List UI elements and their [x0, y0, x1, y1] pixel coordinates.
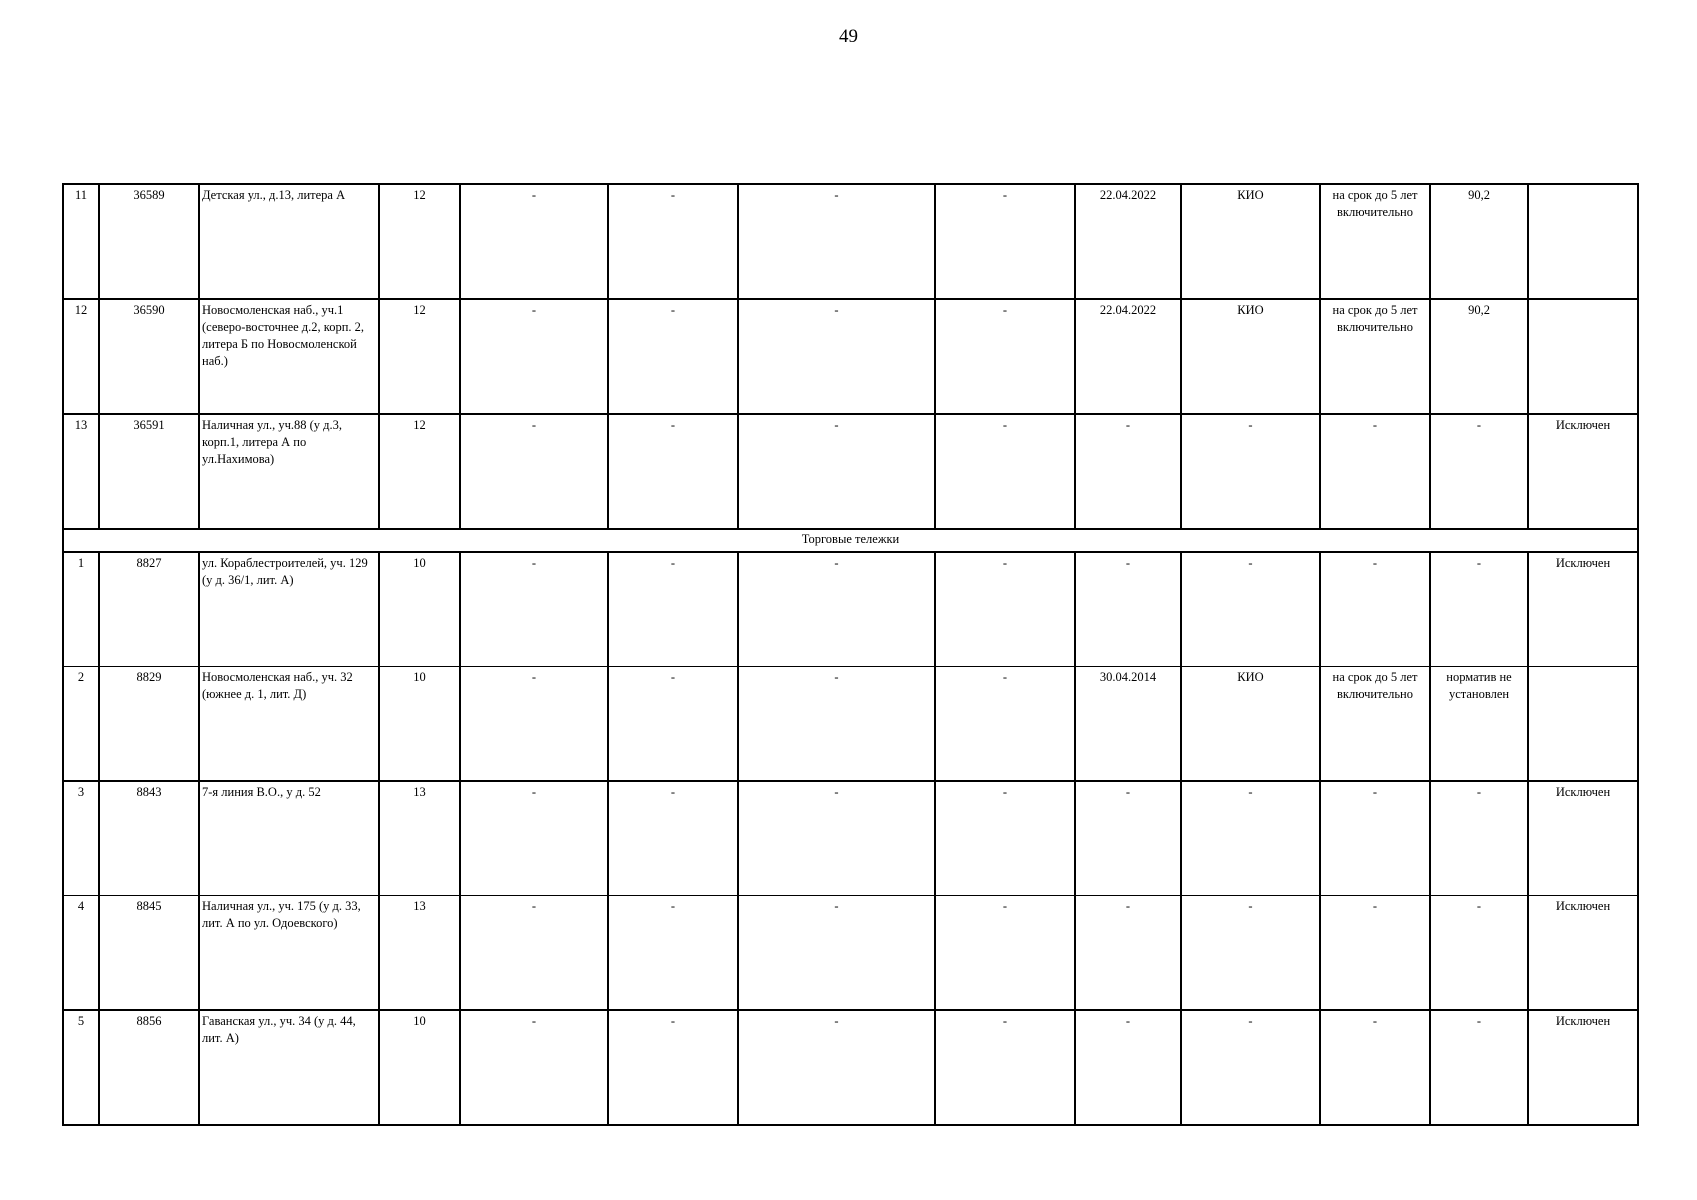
cell-value: - [1430, 781, 1528, 896]
cell-value: норматив не установлен [1430, 667, 1528, 782]
cell-cell-5: - [460, 1010, 608, 1125]
cell-term: - [1320, 1010, 1430, 1125]
cell-row-number: 13 [63, 414, 99, 529]
cell-address: Детская ул., д.13, литера А [199, 184, 379, 299]
table-row [63, 1010, 1638, 1125]
cell-organization: КИО [1181, 299, 1320, 414]
cell-term: - [1320, 896, 1430, 1011]
cell-note [1528, 184, 1638, 299]
cell-note: Исключен [1528, 896, 1638, 1011]
cell-cell-5: - [460, 414, 608, 529]
cell-cell-6: - [608, 781, 738, 896]
cell-object-id: 8827 [99, 552, 199, 667]
cell-cell-6: - [608, 299, 738, 414]
section-row [63, 529, 1638, 552]
cell-term: на срок до 5 лет включительно [1320, 184, 1430, 299]
cell-cell-5: - [460, 896, 608, 1011]
cell-value: - [1430, 1010, 1528, 1125]
cell-date: - [1075, 896, 1181, 1011]
cell-row-number: 12 [63, 299, 99, 414]
cell-cell-7: - [738, 414, 935, 529]
cell-cell-4: 12 [379, 184, 460, 299]
cell-value: - [1430, 896, 1528, 1011]
cell-cell-5: - [460, 552, 608, 667]
cell-address: 7-я линия В.О., у д. 52 [199, 781, 379, 896]
cell-cell-8: - [935, 781, 1075, 896]
table-row [63, 896, 1638, 1011]
cell-cell-6: - [608, 552, 738, 667]
cell-value: - [1430, 414, 1528, 529]
cell-cell-7: - [738, 184, 935, 299]
table-row [63, 184, 1638, 299]
cell-address: Новосмоленская наб., уч. 32 (южнее д. 1, лит. Д) [199, 667, 379, 782]
table-block-2 [63, 552, 1638, 1125]
cell-date: - [1075, 414, 1181, 529]
cell-cell-8: - [935, 1010, 1075, 1125]
page-number: 49 [839, 26, 858, 47]
cell-cell-4: 10 [379, 667, 460, 782]
cell-object-id: 36590 [99, 299, 199, 414]
cell-object-id: 8829 [99, 667, 199, 782]
table-section-header [63, 529, 1638, 552]
cell-date: 30.04.2014 [1075, 667, 1181, 782]
cell-value: - [1430, 552, 1528, 667]
cell-cell-7: - [738, 299, 935, 414]
cell-note: Исключен [1528, 414, 1638, 529]
cell-row-number: 1 [63, 552, 99, 667]
cell-cell-5: - [460, 667, 608, 782]
cell-note [1528, 667, 1638, 782]
cell-address: Новосмоленская наб., уч.1 (северо-восточнее д.2, корп. 2, литера Б по Новосмоленской наб.) [199, 299, 379, 414]
cell-term: - [1320, 552, 1430, 667]
cell-cell-4: 12 [379, 299, 460, 414]
cell-object-id: 8845 [99, 896, 199, 1011]
cell-cell-7: - [738, 781, 935, 896]
cell-organization: КИО [1181, 184, 1320, 299]
table-row [63, 414, 1638, 529]
cell-note: Исключен [1528, 1010, 1638, 1125]
cell-cell-6: - [608, 414, 738, 529]
cell-organization: - [1181, 781, 1320, 896]
cell-note: Исключен [1528, 781, 1638, 896]
cell-cell-4: 13 [379, 896, 460, 1011]
cell-cell-6: - [608, 184, 738, 299]
cell-date: - [1075, 1010, 1181, 1125]
cell-cell-4: 12 [379, 414, 460, 529]
section-title: Торговые тележки [63, 529, 1638, 552]
cell-object-id: 8843 [99, 781, 199, 896]
cell-row-number: 11 [63, 184, 99, 299]
table-row [63, 552, 1638, 667]
cell-row-number: 3 [63, 781, 99, 896]
cell-object-id: 8856 [99, 1010, 199, 1125]
cell-date: 22.04.2022 [1075, 184, 1181, 299]
cell-cell-6: - [608, 896, 738, 1011]
table-block-1 [63, 184, 1638, 529]
cell-cell-8: - [935, 299, 1075, 414]
cell-note [1528, 299, 1638, 414]
cell-organization: - [1181, 414, 1320, 529]
cell-address: ул. Кораблестроителей, уч. 129 (у д. 36/1, лит. А) [199, 552, 379, 667]
cell-cell-8: - [935, 667, 1075, 782]
cell-date: - [1075, 781, 1181, 896]
cell-address: Наличная ул., уч. 175 (у д. 33, лит. А по ул. Одоевского) [199, 896, 379, 1011]
cell-cell-4: 13 [379, 781, 460, 896]
cell-term: на срок до 5 лет включительно [1320, 667, 1430, 782]
cell-date: 22.04.2022 [1075, 299, 1181, 414]
cell-value: 90,2 [1430, 299, 1528, 414]
cell-cell-8: - [935, 896, 1075, 1011]
cell-cell-7: - [738, 1010, 935, 1125]
cell-row-number: 5 [63, 1010, 99, 1125]
cell-term: - [1320, 414, 1430, 529]
cell-cell-8: - [935, 552, 1075, 667]
cell-cell-7: - [738, 667, 935, 782]
cell-cell-5: - [460, 299, 608, 414]
cell-object-id: 36591 [99, 414, 199, 529]
table-row [63, 781, 1638, 896]
cell-term: на срок до 5 лет включительно [1320, 299, 1430, 414]
cell-cell-5: - [460, 781, 608, 896]
cell-note: Исключен [1528, 552, 1638, 667]
table-row [63, 667, 1638, 782]
cell-address: Наличная ул., уч.88 (у д.3, корп.1, литера А по ул.Нахимова) [199, 414, 379, 529]
cell-cell-7: - [738, 896, 935, 1011]
cell-term: - [1320, 781, 1430, 896]
cell-cell-5: - [460, 184, 608, 299]
cell-organization: - [1181, 552, 1320, 667]
cell-cell-7: - [738, 552, 935, 667]
cell-cell-8: - [935, 184, 1075, 299]
cell-cell-4: 10 [379, 552, 460, 667]
table-row [63, 299, 1638, 414]
cell-date: - [1075, 552, 1181, 667]
cell-cell-4: 10 [379, 1010, 460, 1125]
cell-organization: - [1181, 896, 1320, 1011]
cell-organization: - [1181, 1010, 1320, 1125]
cell-cell-6: - [608, 667, 738, 782]
registry-table [62, 183, 1639, 1126]
cell-cell-8: - [935, 414, 1075, 529]
cell-row-number: 4 [63, 896, 99, 1011]
cell-value: 90,2 [1430, 184, 1528, 299]
cell-row-number: 2 [63, 667, 99, 782]
cell-organization: КИО [1181, 667, 1320, 782]
cell-address: Гаванская ул., уч. 34 (у д. 44, лит. А) [199, 1010, 379, 1125]
cell-object-id: 36589 [99, 184, 199, 299]
cell-cell-6: - [608, 1010, 738, 1125]
